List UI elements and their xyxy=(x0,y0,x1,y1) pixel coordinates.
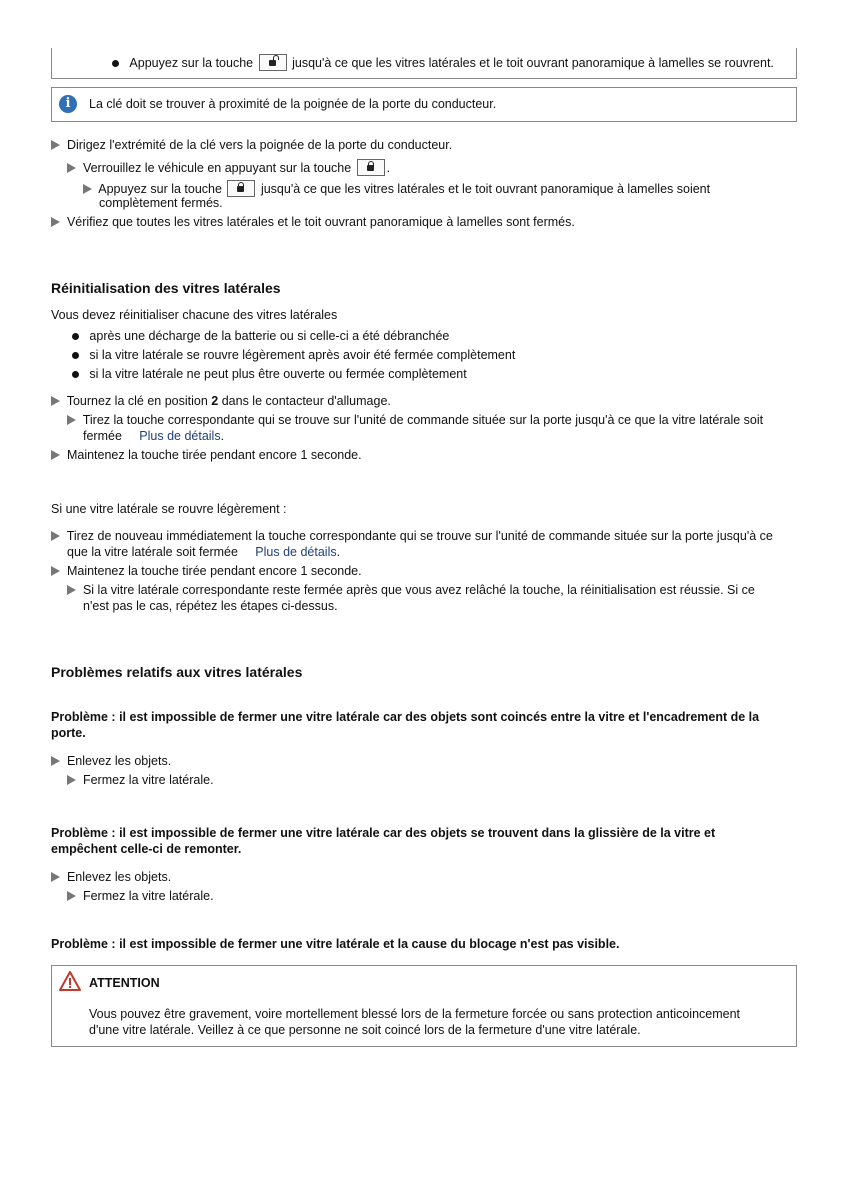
step-text: Appuyez sur la touche xyxy=(98,182,222,196)
bullet xyxy=(72,352,79,359)
arrow-icon xyxy=(51,872,60,882)
step-text: Enlevez les objets. xyxy=(66,870,172,884)
reopen-intro: Si une vitre latérale se rouvre légèrement : xyxy=(51,502,287,516)
warning-triangle-icon xyxy=(58,970,82,992)
step-line xyxy=(51,215,575,230)
problem-title: Problème : il est impossible de fermer une vitre latérale et la cause du blocage n'est pas visible. xyxy=(51,937,620,951)
arrow-icon xyxy=(67,585,76,595)
details-link[interactable]: Plus de détails xyxy=(139,429,221,443)
list-item xyxy=(72,348,515,363)
reinit-intro: Vous devez réinitialiser chacune des vitres latérales xyxy=(51,308,338,322)
arrow-icon xyxy=(51,756,60,766)
step-continuation: complètement fermés. xyxy=(99,196,223,210)
step-text: dans le contacteur d'allumage. xyxy=(221,394,391,408)
step-text: Fermez la vitre latérale. xyxy=(82,773,214,787)
step-continuation: n'est pas le cas, répétez les étapes ci-dessus. xyxy=(83,599,338,613)
step-continuation: que la vitre latérale soit fermée Plus de détails. xyxy=(67,545,341,559)
key-position: 2 xyxy=(211,394,219,408)
arrow-icon xyxy=(67,775,76,785)
arrow-icon xyxy=(51,566,60,576)
problem-title: Problème : il est impossible de fermer une vitre latérale car des objets se trouvent dans la glissière de la vitre et xyxy=(51,826,716,840)
details-link[interactable]: Plus de détails xyxy=(255,545,337,559)
step-line xyxy=(67,413,763,428)
info-box xyxy=(51,87,797,122)
top-instruction-line xyxy=(112,54,774,71)
step-text: Maintenez la touche tirée pendant encore 1 seconde. xyxy=(66,448,362,462)
arrow-icon xyxy=(51,396,60,406)
step-line xyxy=(67,583,755,598)
attention-text: d'une vitre latérale. Veillez à ce que personne ne soit coincé lors de la fermeture d'une vitre latérale. xyxy=(89,1023,641,1037)
step-line xyxy=(51,754,171,769)
section-heading-problems: Problèmes relatifs aux vitres latérales xyxy=(51,664,303,680)
step-text: Vérifiez que toutes les vitres latérales et le toit ouvrant panoramique à lamelles sont fermés. xyxy=(66,215,575,229)
section-heading-reinit: Réinitialisation des vitres latérales xyxy=(51,280,281,296)
list-item xyxy=(72,329,449,344)
step-text: jusqu'à ce que les vitres latérales et le toit ouvrant panoramique à lamelles soient xyxy=(260,182,711,196)
step-text: Tirez de nouveau immédiatement la touche correspondante qui se trouve sur l'unité de commande située sur la porte jusqu'à ce xyxy=(66,529,773,543)
step-text: Si la vitre latérale correspondante reste fermée après que vous avez relâché la touche, la réinitialisation est réussie. Si ce xyxy=(82,583,755,597)
step-line xyxy=(67,159,390,176)
step-line xyxy=(67,773,214,788)
info-icon: i xyxy=(59,95,77,113)
step-line xyxy=(51,448,362,463)
step-text: . xyxy=(386,161,391,175)
step-line xyxy=(51,870,171,885)
lock-key-icon xyxy=(357,159,385,176)
bullet xyxy=(72,371,79,378)
list-item xyxy=(72,367,467,382)
lock-key-icon xyxy=(227,180,255,197)
step-continuation: fermée Plus de détails. xyxy=(83,429,225,443)
instruction-text: jusqu'à ce que les vitres latérales et le toit ouvrant panoramique à lamelles se rouvrent. xyxy=(292,56,774,70)
step-line xyxy=(83,180,710,197)
list-item-text: après une décharge de la batterie ou si celle-ci a été débranchée xyxy=(89,329,450,343)
list-item-text: si la vitre latérale ne peut plus être ouverte ou fermée complètement xyxy=(89,367,467,381)
problem-title: Problème : il est impossible de fermer une vitre latérale car des objets sont coincés entre la vitre et l'encadrement de la xyxy=(51,710,760,724)
step-line xyxy=(67,889,214,904)
arrow-icon xyxy=(83,184,92,194)
step-text: Tournez la clé en position xyxy=(66,394,208,408)
step-text: Enlevez les objets. xyxy=(66,754,172,768)
step-line xyxy=(51,394,391,409)
arrow-icon xyxy=(51,217,60,227)
arrow-icon xyxy=(51,140,60,150)
top-instruction-box xyxy=(51,48,797,79)
bullet xyxy=(72,333,79,340)
unlock-key-icon xyxy=(259,54,287,71)
arrow-icon xyxy=(67,163,76,173)
step-text: Fermez la vitre latérale. xyxy=(82,889,214,903)
info-text: La clé doit se trouver à proximité de la poignée de la porte du conducteur. xyxy=(89,97,497,111)
step-text: Dirigez l'extrémité de la clé vers la poignée de la porte du conducteur. xyxy=(66,138,453,152)
arrow-icon xyxy=(67,415,76,425)
step-text: que la vitre latérale soit fermée xyxy=(67,545,238,559)
arrow-icon xyxy=(67,891,76,901)
step-line xyxy=(51,138,452,153)
list-item-text: si la vitre latérale se rouvre légèrement après avoir été fermée complètement xyxy=(89,348,516,362)
step-text: Verrouillez le véhicule en appuyant sur la touche xyxy=(82,161,352,175)
step-line xyxy=(51,529,773,544)
arrow-icon xyxy=(51,450,60,460)
attention-title: ATTENTION xyxy=(89,976,160,990)
attention-text: Vous pouvez être gravement, voire mortellement blessé lors de la fermeture forcée ou sans protection anticoincement xyxy=(89,1007,741,1021)
step-text: Tirez la touche correspondante qui se trouve sur l'unité de commande située sur la porte jusqu'à ce que la vitre latérale soit xyxy=(82,413,764,427)
bullet xyxy=(112,60,119,67)
step-text: Maintenez la touche tirée pendant encore 1 seconde. xyxy=(66,564,362,578)
attention-box xyxy=(51,965,797,1047)
problem-title-cont: porte. xyxy=(51,726,86,740)
problem-title-cont: empêchent celle-ci de remonter. xyxy=(51,842,242,856)
arrow-icon xyxy=(51,531,60,541)
step-text: fermée xyxy=(83,429,122,443)
step-line xyxy=(51,564,362,579)
instruction-text: Appuyez sur la touche xyxy=(129,56,254,70)
